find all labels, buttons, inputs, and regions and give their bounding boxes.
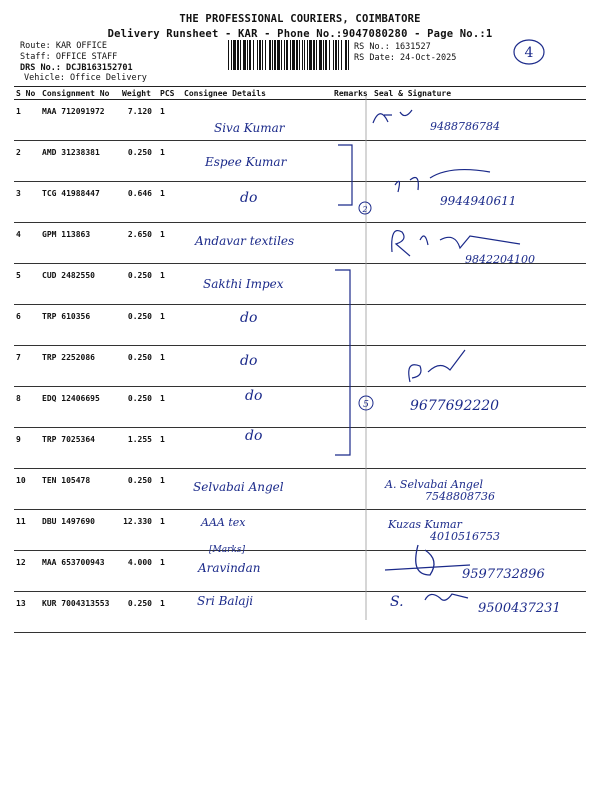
row-consignee — [182, 100, 332, 141]
row-consignment-no: AMD 31238381 — [40, 141, 120, 182]
row-consignee — [182, 592, 332, 633]
row-consignee — [182, 223, 332, 264]
row-signature — [372, 223, 586, 264]
col-sno: S No — [14, 87, 40, 100]
consignee-2: Espee Kumar — [205, 155, 287, 169]
row-consignment-no: EDQ 12406695 — [40, 387, 120, 428]
row-sno: 3 — [14, 182, 40, 223]
row-pcs: 1 — [158, 469, 182, 510]
consignee-11: AAA tex — [201, 516, 246, 529]
table-row — [14, 223, 586, 264]
row-sno: 13 — [14, 592, 40, 633]
barcode — [228, 40, 350, 70]
row-consignment-no: TEN 105478 — [40, 469, 120, 510]
col-seal-signature: Seal & Signature — [372, 87, 586, 100]
row-remarks — [332, 510, 372, 551]
row-remarks — [332, 346, 372, 387]
row-remarks — [332, 592, 372, 633]
consignee-13: Sri Balaji — [197, 594, 254, 608]
row-remarks — [332, 264, 372, 305]
row-signature — [372, 346, 586, 387]
consignee-5: Sakthi Impex — [203, 277, 284, 291]
table-row — [14, 346, 586, 387]
col-remarks: Remarks — [332, 87, 372, 100]
row-weight: 0.250 — [120, 387, 158, 428]
row-remarks — [332, 182, 372, 223]
row-remarks — [332, 551, 372, 592]
consignee-12: Aravindan — [198, 561, 261, 575]
row-sno: 11 — [14, 510, 40, 551]
row-pcs: 1 — [158, 510, 182, 551]
row-weight: 12.330 — [120, 510, 158, 551]
consignee-6: do — [240, 310, 258, 326]
row-pcs: 1 — [158, 592, 182, 633]
row-consignee — [182, 305, 332, 346]
table-header-row — [14, 87, 586, 100]
signature-11-phone: 4010516753 — [430, 530, 500, 543]
table-row — [14, 141, 586, 182]
signature-4-phone: 9842204100 — [465, 253, 535, 266]
row-consignment-no: TRP 7025364 — [40, 428, 120, 469]
row-signature — [372, 387, 586, 428]
row-remarks — [332, 141, 372, 182]
consignee-3: do — [240, 190, 258, 206]
row-remarks — [332, 469, 372, 510]
row-consignee — [182, 469, 332, 510]
staff-label: Staff: OFFICE STAFF — [20, 52, 118, 62]
table-row — [14, 100, 586, 141]
row-signature — [372, 100, 586, 141]
signature-13-name: S. — [390, 594, 404, 610]
row-consignee — [182, 428, 332, 469]
rs-number: RS No.: 1631527 — [354, 42, 431, 52]
row-consignment-no: CUD 2482550 — [40, 264, 120, 305]
drs-number: DRS No.: DCJB163152701 — [20, 63, 133, 73]
route-label: Route: KAR OFFICE — [20, 41, 107, 51]
row-pcs: 1 — [158, 428, 182, 469]
table-row — [14, 387, 586, 428]
row-sno: 9 — [14, 428, 40, 469]
signature-10-name: A. Selvabai Angel — [385, 478, 483, 491]
row-consignee — [182, 510, 332, 551]
row-sno: 10 — [14, 469, 40, 510]
row-signature — [372, 305, 586, 346]
signature-8-phone: 9677692220 — [410, 398, 500, 414]
signature-10-phone: 7548808736 — [425, 490, 495, 503]
row-consignee — [182, 346, 332, 387]
row-weight: 0.250 — [120, 592, 158, 633]
signature-3-phone: 9944940611 — [440, 194, 517, 208]
row-remarks — [332, 428, 372, 469]
row-signature — [372, 264, 586, 305]
row-pcs: 1 — [158, 141, 182, 182]
col-consignment: Consignment No — [40, 87, 120, 100]
row-sno: 8 — [14, 387, 40, 428]
row-remarks — [332, 223, 372, 264]
row-signature — [372, 469, 586, 510]
row-pcs: 1 — [158, 551, 182, 592]
row-sno: 6 — [14, 305, 40, 346]
col-consignee: Consignee Details — [182, 87, 332, 100]
consignee-10: Selvabai Angel — [193, 480, 284, 494]
row-pcs: 1 — [158, 387, 182, 428]
row-consignment-no: GPM 113863 — [40, 223, 120, 264]
consignee-9: do — [245, 428, 263, 444]
table-row — [14, 510, 586, 551]
svg-text:4: 4 — [524, 45, 534, 61]
row-consignee — [182, 387, 332, 428]
bracket-mark-1: 2 — [362, 205, 368, 214]
consignee-1: Siva Kumar — [214, 121, 285, 135]
row-sno: 4 — [14, 223, 40, 264]
row-signature — [372, 510, 586, 551]
row-weight: 2.650 — [120, 223, 158, 264]
bracket-mark-2: 5 — [363, 400, 369, 410]
row-remarks — [332, 387, 372, 428]
row-consignment-no: TRP 2252086 — [40, 346, 120, 387]
runsheet-title: Delivery Runsheet - KAR - Phone No.:9047080280 - Page No.:1 — [107, 28, 493, 40]
page-circle-mark — [512, 38, 546, 66]
table-row — [14, 264, 586, 305]
signature-11-name: Kuzas Kumar — [388, 518, 462, 531]
row-weight: 0.250 — [120, 264, 158, 305]
row-consignment-no: MAA 712091972 — [40, 100, 120, 141]
consignee-7: do — [240, 353, 258, 369]
signature-13-phone: 9500437231 — [478, 601, 561, 616]
row-consignment-no: TCG 41988447 — [40, 182, 120, 223]
row-pcs: 1 — [158, 264, 182, 305]
row-signature — [372, 182, 586, 223]
row-pcs: 1 — [158, 305, 182, 346]
row-signature — [372, 592, 586, 633]
signature-1-phone: 9488786784 — [430, 120, 500, 133]
row-weight: 0.250 — [120, 305, 158, 346]
row-consignment-no: TRP 610356 — [40, 305, 120, 346]
consignee-12-marks: [Marks] — [209, 545, 245, 555]
row-consignee — [182, 182, 332, 223]
row-pcs: 1 — [158, 182, 182, 223]
table-row — [14, 428, 586, 469]
col-pcs: PCS — [158, 87, 182, 100]
row-weight: 0.250 — [120, 469, 158, 510]
row-signature — [372, 141, 586, 182]
signature-12-phone: 9597732896 — [462, 567, 545, 582]
row-pcs: 1 — [158, 100, 182, 141]
consignee-8: do — [245, 388, 263, 404]
row-pcs: 1 — [158, 346, 182, 387]
row-remarks — [332, 305, 372, 346]
row-weight: 4.000 — [120, 551, 158, 592]
row-consignee — [182, 141, 332, 182]
table-row — [14, 469, 586, 510]
row-consignment-no: DBU 1497690 — [40, 510, 120, 551]
row-sno: 5 — [14, 264, 40, 305]
row-signature — [372, 551, 586, 592]
table-row — [14, 551, 586, 592]
row-weight: 7.120 — [120, 100, 158, 141]
consignee-4: Andavar textiles — [195, 234, 295, 248]
row-remarks — [332, 100, 372, 141]
row-sno: 7 — [14, 346, 40, 387]
row-consignment-no: KUR 7004313553 — [40, 592, 120, 633]
vehicle-label: Vehicle: Office Delivery — [24, 73, 147, 83]
row-weight: 0.646 — [120, 182, 158, 223]
row-weight: 0.250 — [120, 141, 158, 182]
row-signature — [372, 428, 586, 469]
row-consignee — [182, 264, 332, 305]
row-pcs: 1 — [158, 223, 182, 264]
row-weight: 1.255 — [120, 428, 158, 469]
row-sno: 2 — [14, 141, 40, 182]
row-consignment-no: MAA 653700943 — [40, 551, 120, 592]
col-weight: Weight — [120, 87, 158, 100]
row-weight: 0.250 — [120, 346, 158, 387]
table-row — [14, 592, 586, 633]
company-title: THE PROFESSIONAL COURIERS, COIMBATORE — [179, 13, 421, 25]
row-sno: 1 — [14, 100, 40, 141]
rs-date: RS Date: 24-Oct-2025 — [354, 53, 457, 63]
runsheet-table — [14, 86, 586, 633]
table-row — [14, 182, 586, 223]
row-sno: 12 — [14, 551, 40, 592]
table-row — [14, 305, 586, 346]
row-consignee — [182, 551, 332, 592]
